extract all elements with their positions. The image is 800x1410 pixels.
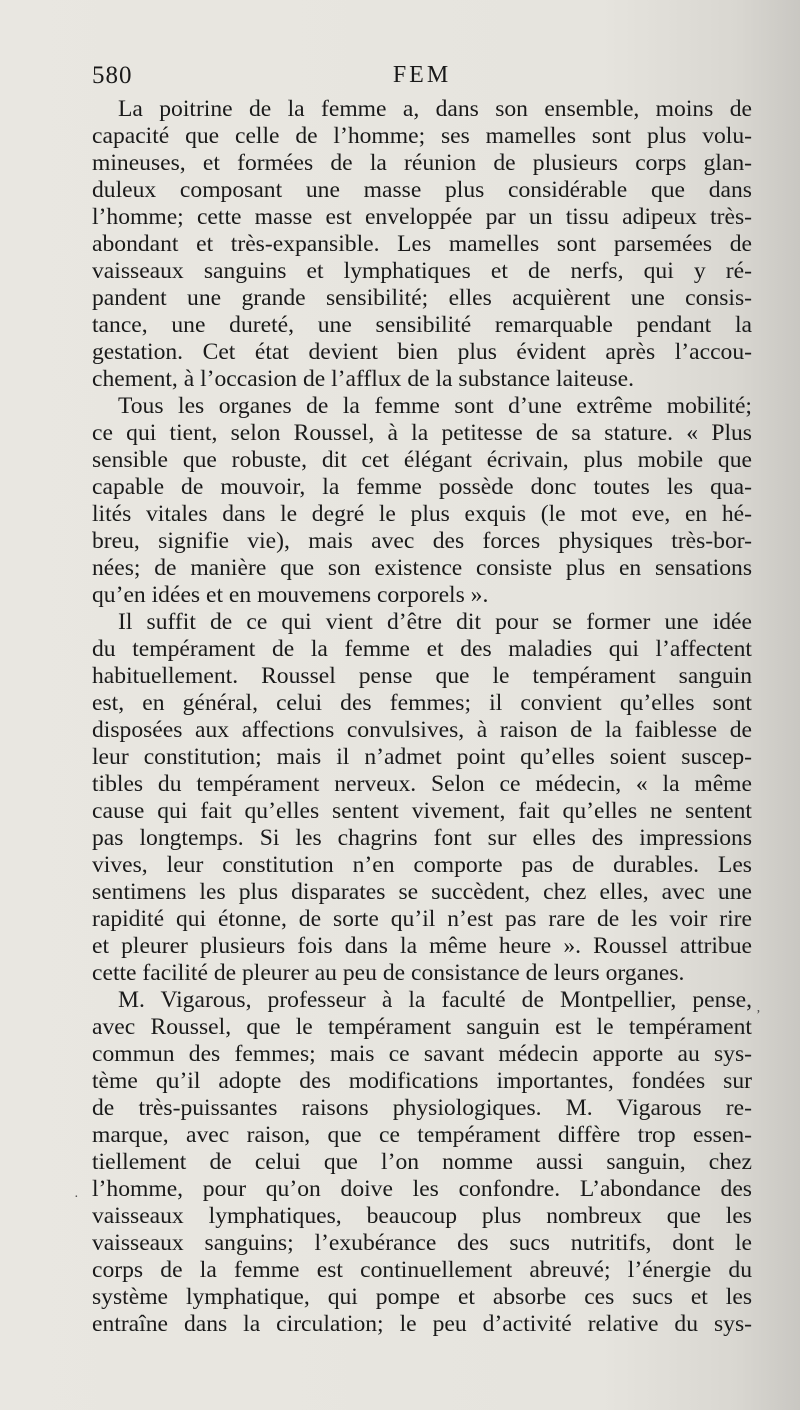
- text-line: du tempérament de la femme et des maladies qui l’affectent: [92, 636, 752, 662]
- text-line: abondant et très-expansible. Les mamelles sont parsemées de: [92, 231, 752, 257]
- text-line: cette facilité de pleurer au peu de consistance de leurs organes.: [92, 960, 685, 986]
- margin-ink-mark: ·: [74, 1190, 79, 1205]
- text-line: Tous les organes de la femme sont d’une extrême mobilité;: [118, 393, 752, 419]
- text-line: ce qui tient, selon Roussel, à la petitesse de sa stature. « Plus: [92, 420, 752, 446]
- text-line: breu, signifie vie), mais avec des forces physiques très-bor-: [92, 528, 752, 554]
- text-line: vaisseaux sanguins; l’exubérance des sucs nutritifs, dont le: [92, 1230, 752, 1256]
- text-line: qu’en idées et en mouvemens corporels ».: [92, 582, 489, 608]
- text-line: duleux composant une masse plus considérable que dans: [92, 177, 752, 203]
- text-line: et pleurer plusieurs fois dans la même heure ». Roussel attribue: [92, 933, 752, 959]
- text-line: capacité que celle de l’homme; ses mamelles sont plus volu-: [92, 123, 752, 149]
- text-line: tiellement de celui que l’on nomme aussi sanguin, chez: [92, 1149, 752, 1175]
- running-head: FEM: [392, 62, 452, 88]
- text-line: disposées aux affections convulsives, à raison de la faiblesse de: [92, 717, 752, 743]
- text-line: chement, à l’occasion de l’afflux de la substance laiteuse.: [92, 366, 634, 392]
- text-line: est, en général, celui des femmes; il convient qu’elles sont: [92, 690, 752, 716]
- text-line: pas longtemps. Si les chagrins font sur elles des impressions: [92, 825, 752, 851]
- text-line: rapidité qui étonne, de sorte qu’il n’est pas rare de les voir rire: [92, 906, 752, 932]
- page-header: [92, 62, 752, 92]
- text-line: entraîne dans la circulation; le peu d’activité relative du sys-: [92, 1311, 752, 1337]
- text-line: l’homme, pour qu’on doive les confondre. L’abondance des: [92, 1176, 752, 1202]
- text-line: corps de la femme est continuellement abreuvé; l’énergie du: [92, 1257, 752, 1283]
- text-line: nées; de manière que son existence consiste plus en sensations: [92, 555, 752, 581]
- text-line: La poitrine de la femme a, dans son ensemble, moins de: [118, 96, 752, 122]
- text-line: vaisseaux lymphatiques, beaucoup plus nombreux que les: [92, 1203, 752, 1229]
- text-line: leur constitution; mais il n’admet point qu’elles soient suscep-: [92, 744, 752, 770]
- text-line: vaisseaux sanguins et lymphatiques et de nerfs, qui y ré-: [92, 258, 752, 284]
- text-line: système lymphatique, qui pompe et absorbe ces sucs et les: [92, 1284, 752, 1310]
- text-line: gestation. Cet état devient bien plus évident après l’accou-: [92, 339, 752, 365]
- text-line: Il suffit de ce qui vient d’être dit pour se former une idée: [118, 609, 752, 635]
- text-line: commun des femmes; mais ce savant médecin apporte au sys-: [92, 1041, 752, 1067]
- text-line: sentimens les plus disparates se succèdent, chez elles, avec une: [92, 879, 752, 905]
- text-line: tance, une dureté, une sensibilité remarquable pendant la: [92, 312, 752, 338]
- text-line: capable de mouvoir, la femme possède donc toutes les qua-: [92, 474, 752, 500]
- text-line: sensible que robuste, dit cet élégant écrivain, plus mobile que: [92, 447, 752, 473]
- text-line: mineuses, et formées de la réunion de plusieurs corps glan-: [92, 150, 752, 176]
- text-line: l’homme; cette masse est enveloppée par un tissu adipeux très-: [92, 204, 752, 230]
- page-number: 580: [92, 62, 133, 89]
- body-text: [92, 96, 752, 1338]
- text-line: habituellement. Roussel pense que le tempérament sanguin: [92, 663, 752, 689]
- text-line: cause qui fait qu’elles sentent vivement, fait qu’elles ne sentent: [92, 798, 752, 824]
- text-line: M. Vigarous, professeur à la faculté de Montpellier, pense,: [118, 987, 752, 1013]
- text-line: tibles du tempérament nerveux. Selon ce médecin, « la même: [92, 771, 752, 797]
- text-line: de très-puissantes raisons physiologiques. M. Vigarous re-: [92, 1095, 752, 1121]
- text-line: pandent une grande sensibilité; elles acquièrent une consis-: [92, 285, 752, 311]
- text-line: avec Roussel, que le tempérament sanguin est le tempérament: [92, 1014, 752, 1040]
- text-line: vives, leur constitution n’en comporte pas de durables. Les: [92, 852, 752, 878]
- text-line: lités vitales dans le degré le plus exquis (le mot eve, en hé-: [92, 501, 752, 527]
- text-line: tème qu’il adopte des modifications importantes, fondées sur: [92, 1068, 752, 1094]
- text-line: marque, avec raison, que ce tempérament diffère trop essen-: [92, 1122, 752, 1148]
- margin-ink-mark: ’: [756, 1008, 761, 1023]
